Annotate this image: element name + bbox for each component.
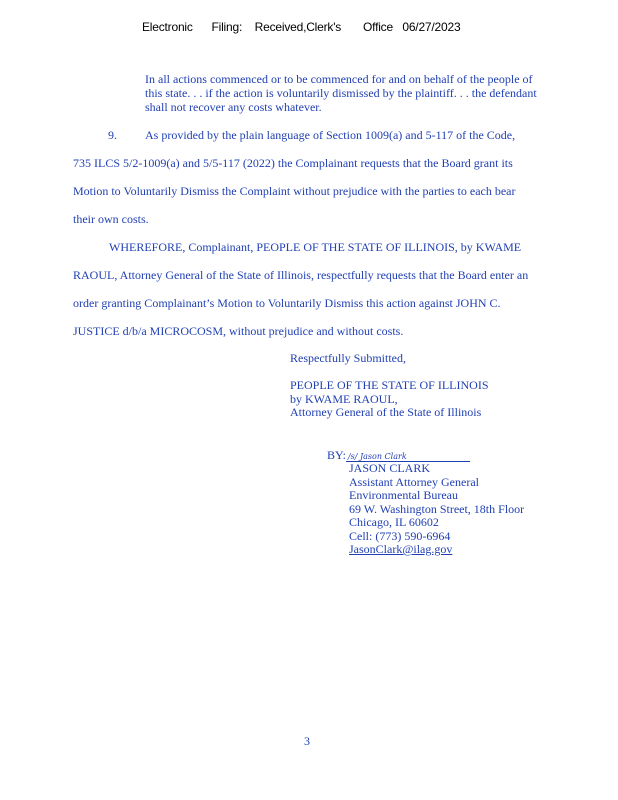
paragraph-9-line: Motion to Voluntarily Dismiss the Complaint without prejudice with the parties to each bear: [73, 184, 516, 198]
signer-bureau: Environmental Bureau: [349, 488, 458, 502]
filing-stamp-header: Electronic Filing: Received,Clerk's Office 06/27/2023: [142, 20, 461, 34]
signer-email-link[interactable]: JasonClark@ilag.gov: [349, 542, 453, 556]
signer-name: JASON CLARK: [349, 461, 431, 475]
signer-title: Assistant Attorney General: [349, 474, 479, 489]
wherefore-line: RAOUL, Attorney General of the State of Illinois, respectfully requests that the Board enter an: [73, 268, 529, 282]
party-line: by KWAME RAOUL,: [290, 391, 398, 406]
wherefore-line: JUSTICE d/b/a MICROCOSM, without prejudice and without costs.: [73, 324, 404, 338]
signature-block: [349, 462, 524, 557]
paragraph-9-line: 735 ILCS 5/2-1009(a) and 5/5-117 (2022) the Complainant requests that the Board grant its: [73, 156, 513, 170]
paragraph-number: 9.: [108, 128, 117, 142]
wherefore-line: WHEREFORE, Complainant, PEOPLE OF THE STATE OF ILLINOIS, by KWAME: [109, 240, 522, 254]
signer-street: 69 W. Washington Street, 18th Floor: [349, 501, 525, 516]
paragraph-9-line: As provided by the plain language of Section 1009(a) and 5-117 of the Code,: [145, 128, 516, 142]
party-line: PEOPLE OF THE STATE OF ILLINOIS: [290, 378, 489, 392]
wherefore-line: order granting Complainant’s Motion to Voluntarily Dismiss this action against JOHN C.: [73, 296, 501, 310]
paragraph-9-line: their own costs.: [73, 212, 149, 226]
statute-quote: [145, 72, 565, 114]
quote-line: shall not recover any costs whatever.: [145, 100, 322, 114]
by-label: BY:: [327, 448, 346, 462]
signer-cell: Cell: (773) 590-6964: [349, 528, 451, 543]
signer-city: Chicago, IL 60602: [349, 515, 439, 529]
party-block: [290, 379, 489, 420]
quote-line: this state. . . if the action is voluntarily dismissed by the plaintiff. . . the defendant: [145, 86, 537, 100]
page-number: 3: [304, 734, 310, 748]
quote-line: In all actions commenced or to be commenced for and on behalf of the people of: [145, 72, 533, 86]
respectfully-submitted: Respectfully Submitted,: [290, 351, 406, 365]
signature-script: /s/ Jason Clark: [346, 452, 470, 462]
party-line: Attorney General of the State of Illinois: [290, 405, 482, 419]
